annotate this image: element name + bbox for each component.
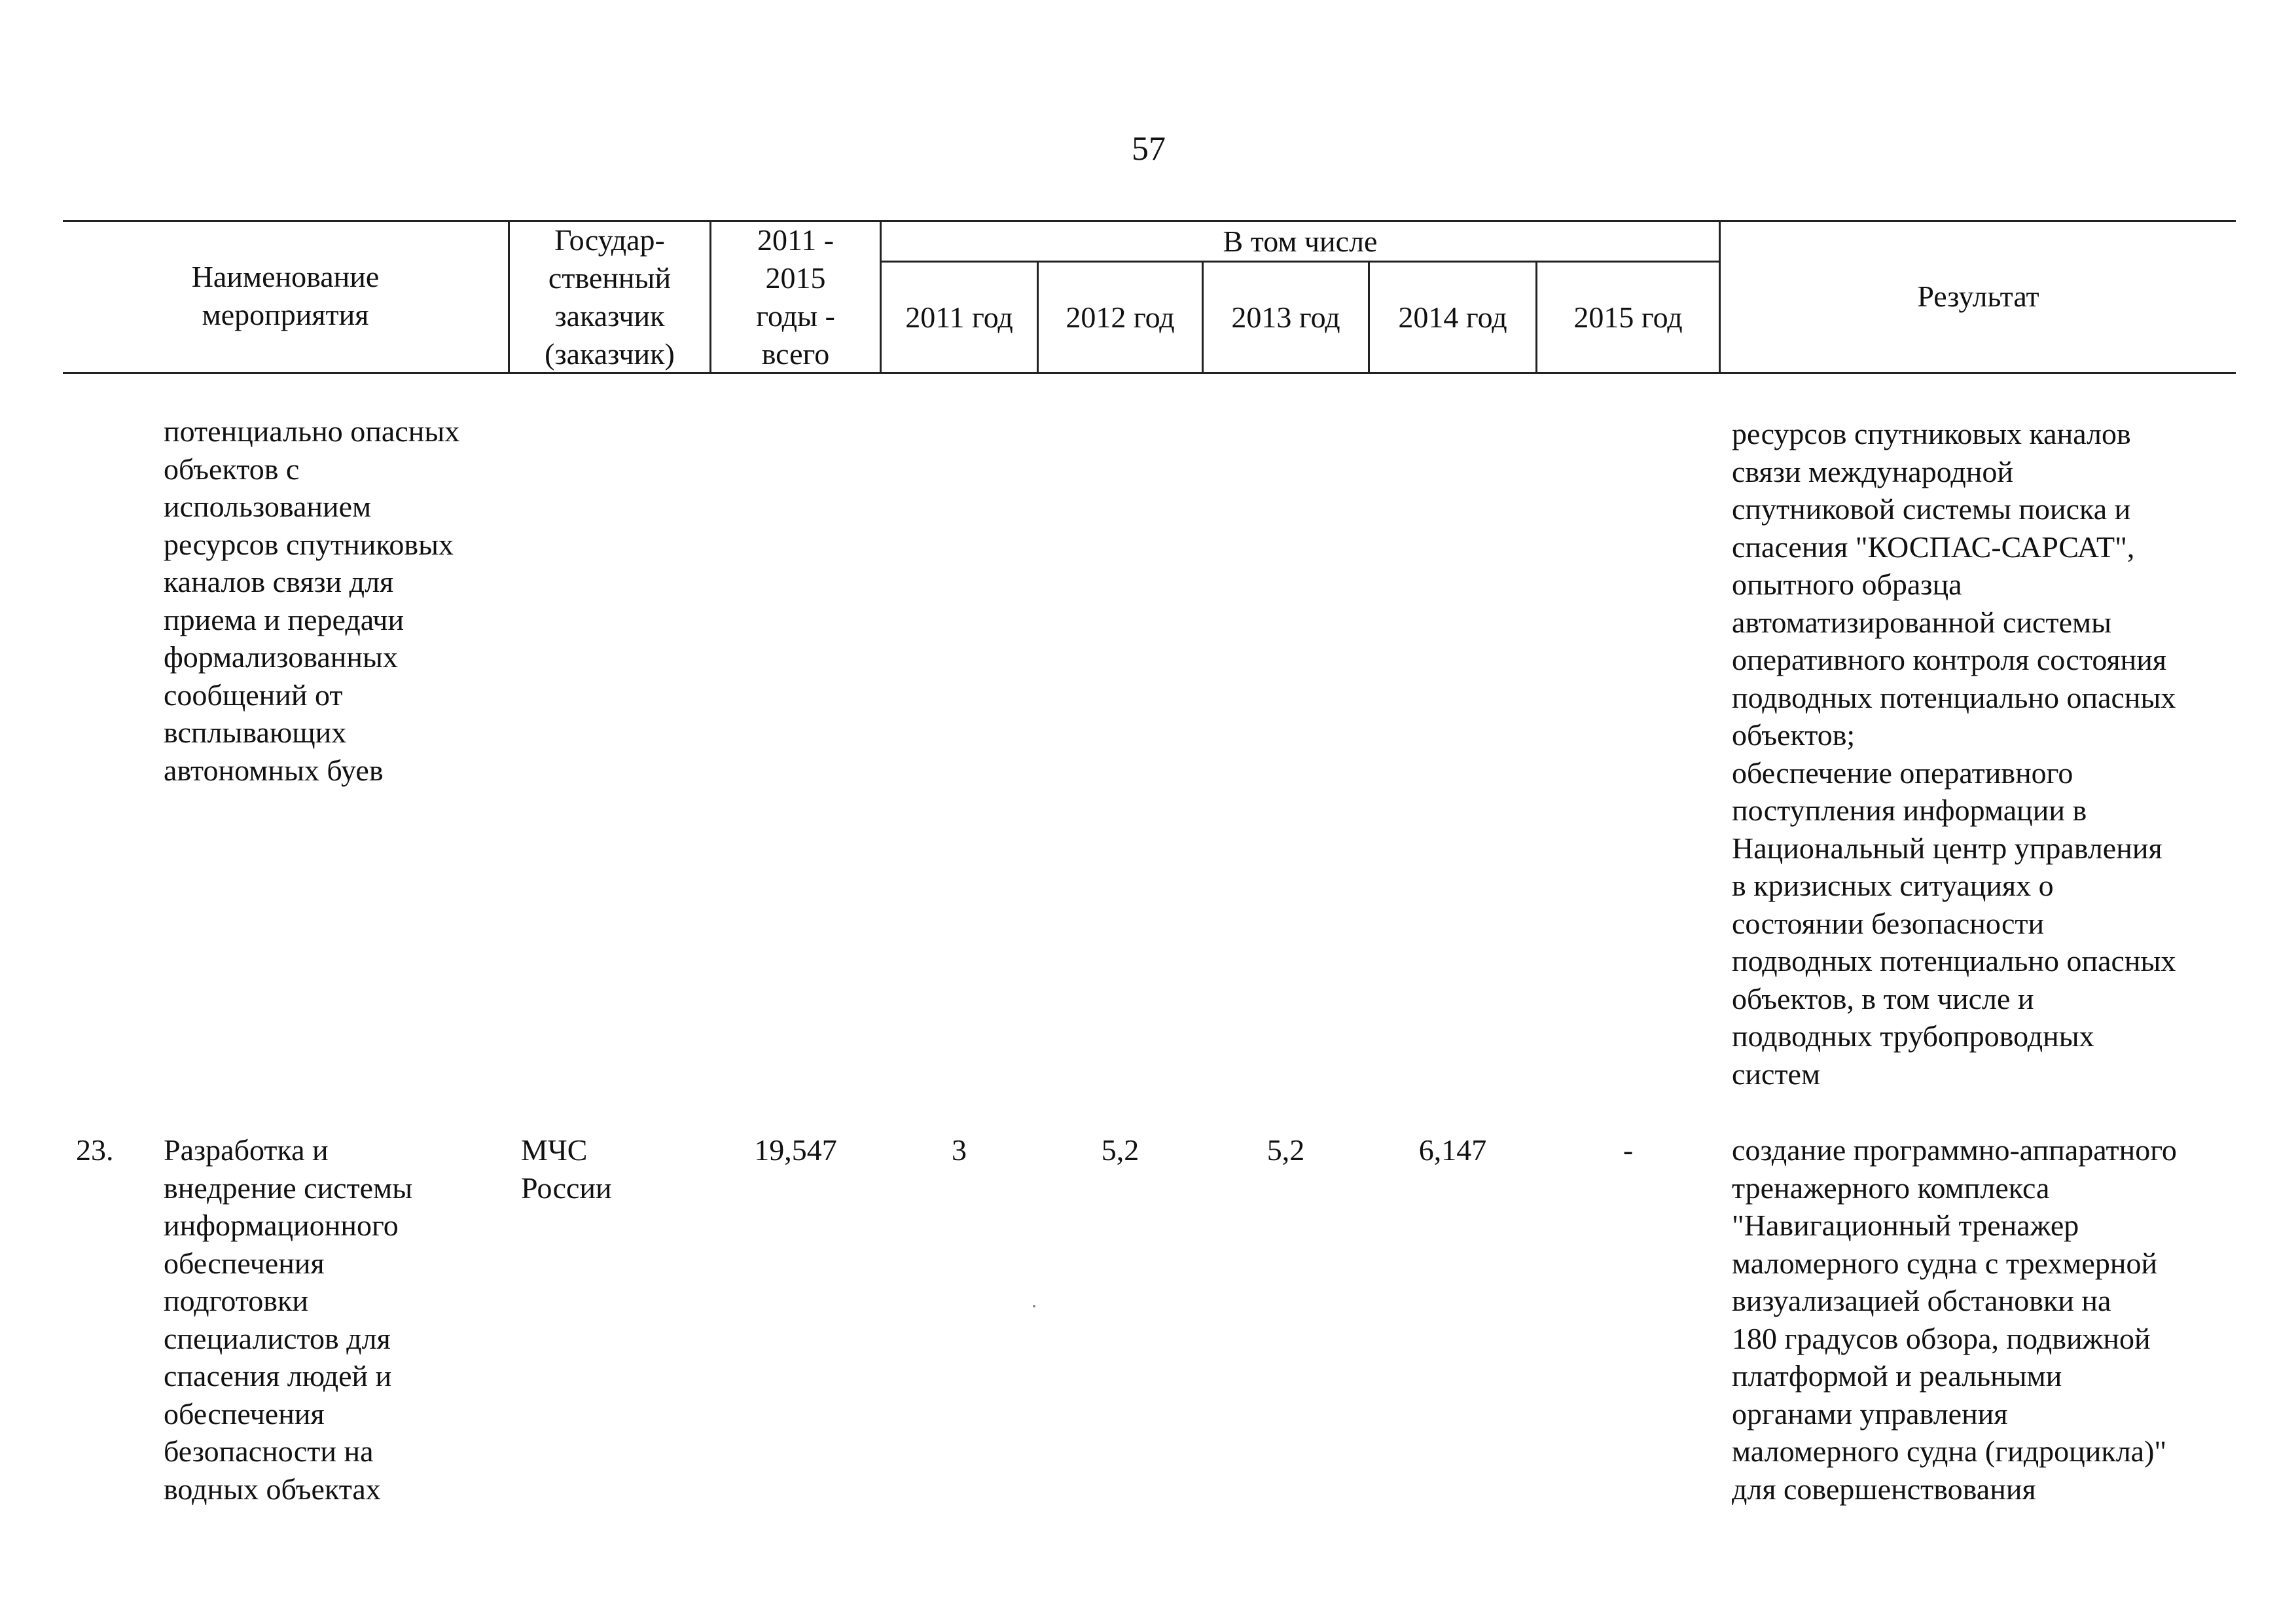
header-year-2011: 2011 год: [905, 301, 1013, 334]
header-result: Результат: [1917, 280, 2039, 313]
header-total: 2011 - 2015 годы - всего: [756, 223, 835, 371]
header-bottom-rule: [63, 372, 2236, 374]
header-top-rule: [63, 220, 2236, 222]
row-2015: -: [1623, 1133, 1634, 1167]
row-name: Разработка и внедрение системы информационного обеспечения подготовки специалистов для спасения людей и обеспечения безопасности на водных объектах: [164, 1133, 413, 1506]
scan-speck: [1033, 1305, 1035, 1307]
row-2012: 5,2: [1101, 1133, 1139, 1167]
page-number: 57: [1132, 130, 1166, 168]
row-2013: 5,2: [1266, 1133, 1305, 1167]
row-2014: 6,147: [1418, 1133, 1487, 1167]
row-name: потенциально опасных объектов с использованием ресурсов спутниковых каналов связи для приема и передачи формализованных сообщений от всплывающих автономных буев: [164, 414, 460, 787]
header-year-2013: 2013 год: [1231, 301, 1340, 334]
header-year-2012: 2012 год: [1066, 301, 1175, 334]
header-name: Наименование мероприятия: [191, 260, 380, 331]
row-2011: 3: [952, 1133, 967, 1167]
header-including: В том числе: [1223, 225, 1378, 258]
header-customer: Государ- ственный заказчик (заказчик): [545, 223, 675, 371]
row-number: 23.: [76, 1133, 114, 1167]
row-customer: МЧС России: [521, 1133, 612, 1205]
header-year-2014: 2014 год: [1398, 301, 1507, 334]
subheader-rule: [880, 261, 1720, 263]
row-result: ресурсов спутниковых каналов связи международной спутниковой системы поиска и спасения "КОСПАС-САРСАТ", опытного образца автоматизированной системы оперативного контроля состояния подводных потенциально опасных объектов; обеспечение оперативного поступления информации в Национальный центр управления в кризисных ситуациях о состоянии безопасности подводных потенциально опасных объектов, в том числе и подводных трубопроводных систем: [1732, 417, 2176, 1091]
row-result: создание программно-аппаратного тренажерного комплекса "Навигационный тренажер маломерного судна с трехмерной визуализацией обстановки на 180 градусов обзора, подвижной платформой и реальными органами управления маломерного судна (гидроцикла)" для совершенствования: [1732, 1133, 2177, 1506]
row-total: 19,547: [754, 1133, 837, 1167]
header-year-2015: 2015 год: [1573, 301, 1683, 334]
